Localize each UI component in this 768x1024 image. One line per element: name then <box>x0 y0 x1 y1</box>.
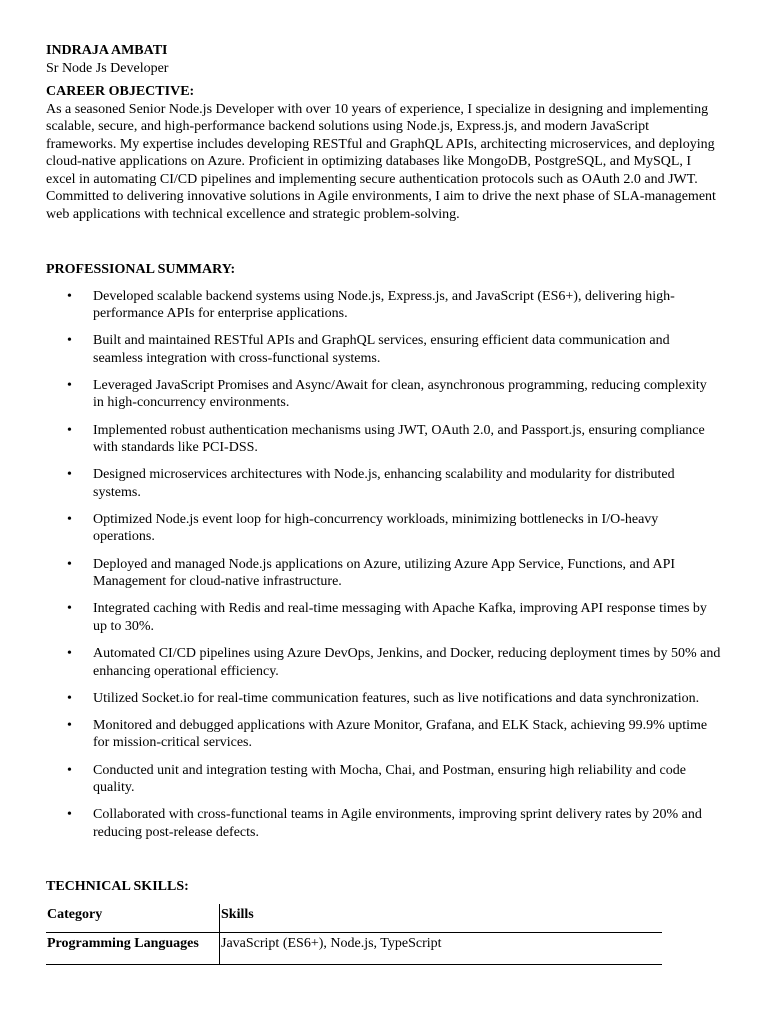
bullet-icon: • <box>67 556 72 572</box>
technical-skills-heading: TECHNICAL SKILLS: <box>46 879 189 895</box>
professional-summary-heading: PROFESSIONAL SUMMARY: <box>46 262 236 277</box>
list-item <box>46 466 721 501</box>
summary-item-text: Implemented robust authentication mechanisms using JWT, OAuth 2.0, and Passport.js, ensuring compliance with standards like PCI-DSS. <box>93 422 705 456</box>
list-item <box>46 288 721 323</box>
column-header-skills: Skills <box>220 904 663 933</box>
summary-item-text: Built and maintained RESTful APIs and GraphQL services, ensuring efficient data communication and seamless integration with cross-functional systems. <box>93 333 670 366</box>
list-item <box>46 717 721 752</box>
bullet-icon: • <box>67 422 72 438</box>
bullet-icon: • <box>67 807 72 823</box>
summary-item-text: Monitored and debugged applications with Azure Monitor, Grafana, and ELK Stack, achieving 99.9% uptime for mission-critical services. <box>93 717 708 751</box>
list-item <box>46 511 721 546</box>
professional-summary-list <box>46 288 722 842</box>
technical-skills-table <box>46 904 662 965</box>
summary-item-text: Designed microservices architectures with Node.js, enhancing scalability and modularity for distributed systems. <box>93 467 675 500</box>
list-item <box>46 762 721 797</box>
bullet-icon: • <box>67 511 72 527</box>
summary-item-text: Utilized Socket.io for real-time communication features, such as live notifications and data synchronization. <box>93 690 700 706</box>
list-item <box>46 556 721 591</box>
summary-item-text: Collaborated with cross-functional teams in Agile environments, improving sprint delivery rates by 20% and reducing post-release defects. <box>93 807 702 840</box>
summary-item-text: Integrated caching with Redis and real-time messaging with Apache Kafka, improving API response times by up to 30%. <box>93 601 707 634</box>
bullet-icon: • <box>67 646 72 661</box>
bullet-icon: • <box>67 690 72 706</box>
career-objective-text: As a seasoned Senior Node.js Developer with over 10 years of experience, I specialize in designing and implementing scalable, secure, and high-performance backend solutions using Node.js, Express.js, and modern JavaScript frameworks. My expertise includes developing RESTful and GraphQL APIs, architecting microservices, and deploying cloud-native applications on Azure. Proficient in optimizing databases like MongoDB, PostgreSQL, and MySQL, I excel in automating CI/CD pipelines and implementing secure authentication protocols such as OAuth 2.0 and JWT. Committed to delivering innovative solutions in Agile environments, I aim to drive the next phase of SLA-management web applications with technical excellence and strategic problem-solving. <box>46 101 716 222</box>
skill-list-cell: JavaScript (ES6+), Node.js, TypeScript <box>220 932 663 964</box>
skill-category-cell: Programming Languages <box>46 932 220 964</box>
table-row <box>46 932 662 964</box>
list-item <box>46 600 721 635</box>
column-header-category: Category <box>46 904 220 933</box>
candidate-name: INDRAJA AMBATI <box>46 43 168 58</box>
list-item <box>46 806 721 841</box>
table-header-row <box>46 904 662 933</box>
career-objective-heading: CAREER OBJECTIVE: <box>46 84 195 99</box>
bullet-icon: • <box>67 601 72 617</box>
list-item <box>46 332 721 367</box>
bullet-icon: • <box>67 288 72 304</box>
list-item <box>46 645 721 680</box>
list-item <box>46 690 721 708</box>
bullet-icon: • <box>67 762 72 778</box>
summary-item-text: Automated CI/CD pipelines using Azure DevOps, Jenkins, and Docker, reducing deployment times by 50% and enhancing operational efficiency. <box>93 646 721 679</box>
list-item <box>46 377 721 412</box>
summary-item-text: Deployed and managed Node.js applications on Azure, utilizing Azure App Service, Functions, and API Management for cloud-native infrastructure. <box>93 556 676 590</box>
summary-item-text: Conducted unit and integration testing with Mocha, Chai, and Postman, ensuring high reliability and code quality. <box>93 762 686 796</box>
list-item <box>46 422 721 457</box>
bullet-icon: • <box>67 467 72 483</box>
bullet-icon: • <box>67 333 72 349</box>
summary-item-text: Optimized Node.js event loop for high-concurrency workloads, minimizing bottlenecks in I/O-heavy operations. <box>93 511 659 545</box>
candidate-title: Sr Node Js Developer <box>46 60 169 76</box>
summary-item-text: Developed scalable backend systems using Node.js, Express.js, and JavaScript (ES6+), delivering high-performance APIs for enterprise applications. <box>93 288 675 321</box>
bullet-icon: • <box>67 377 72 393</box>
bullet-icon: • <box>67 717 72 733</box>
resume-page <box>46 42 722 965</box>
summary-item-text: Leveraged JavaScript Promises and Async/Await for clean, asynchronous programming, reducing complexity in high-concurrency environments. <box>93 377 707 411</box>
